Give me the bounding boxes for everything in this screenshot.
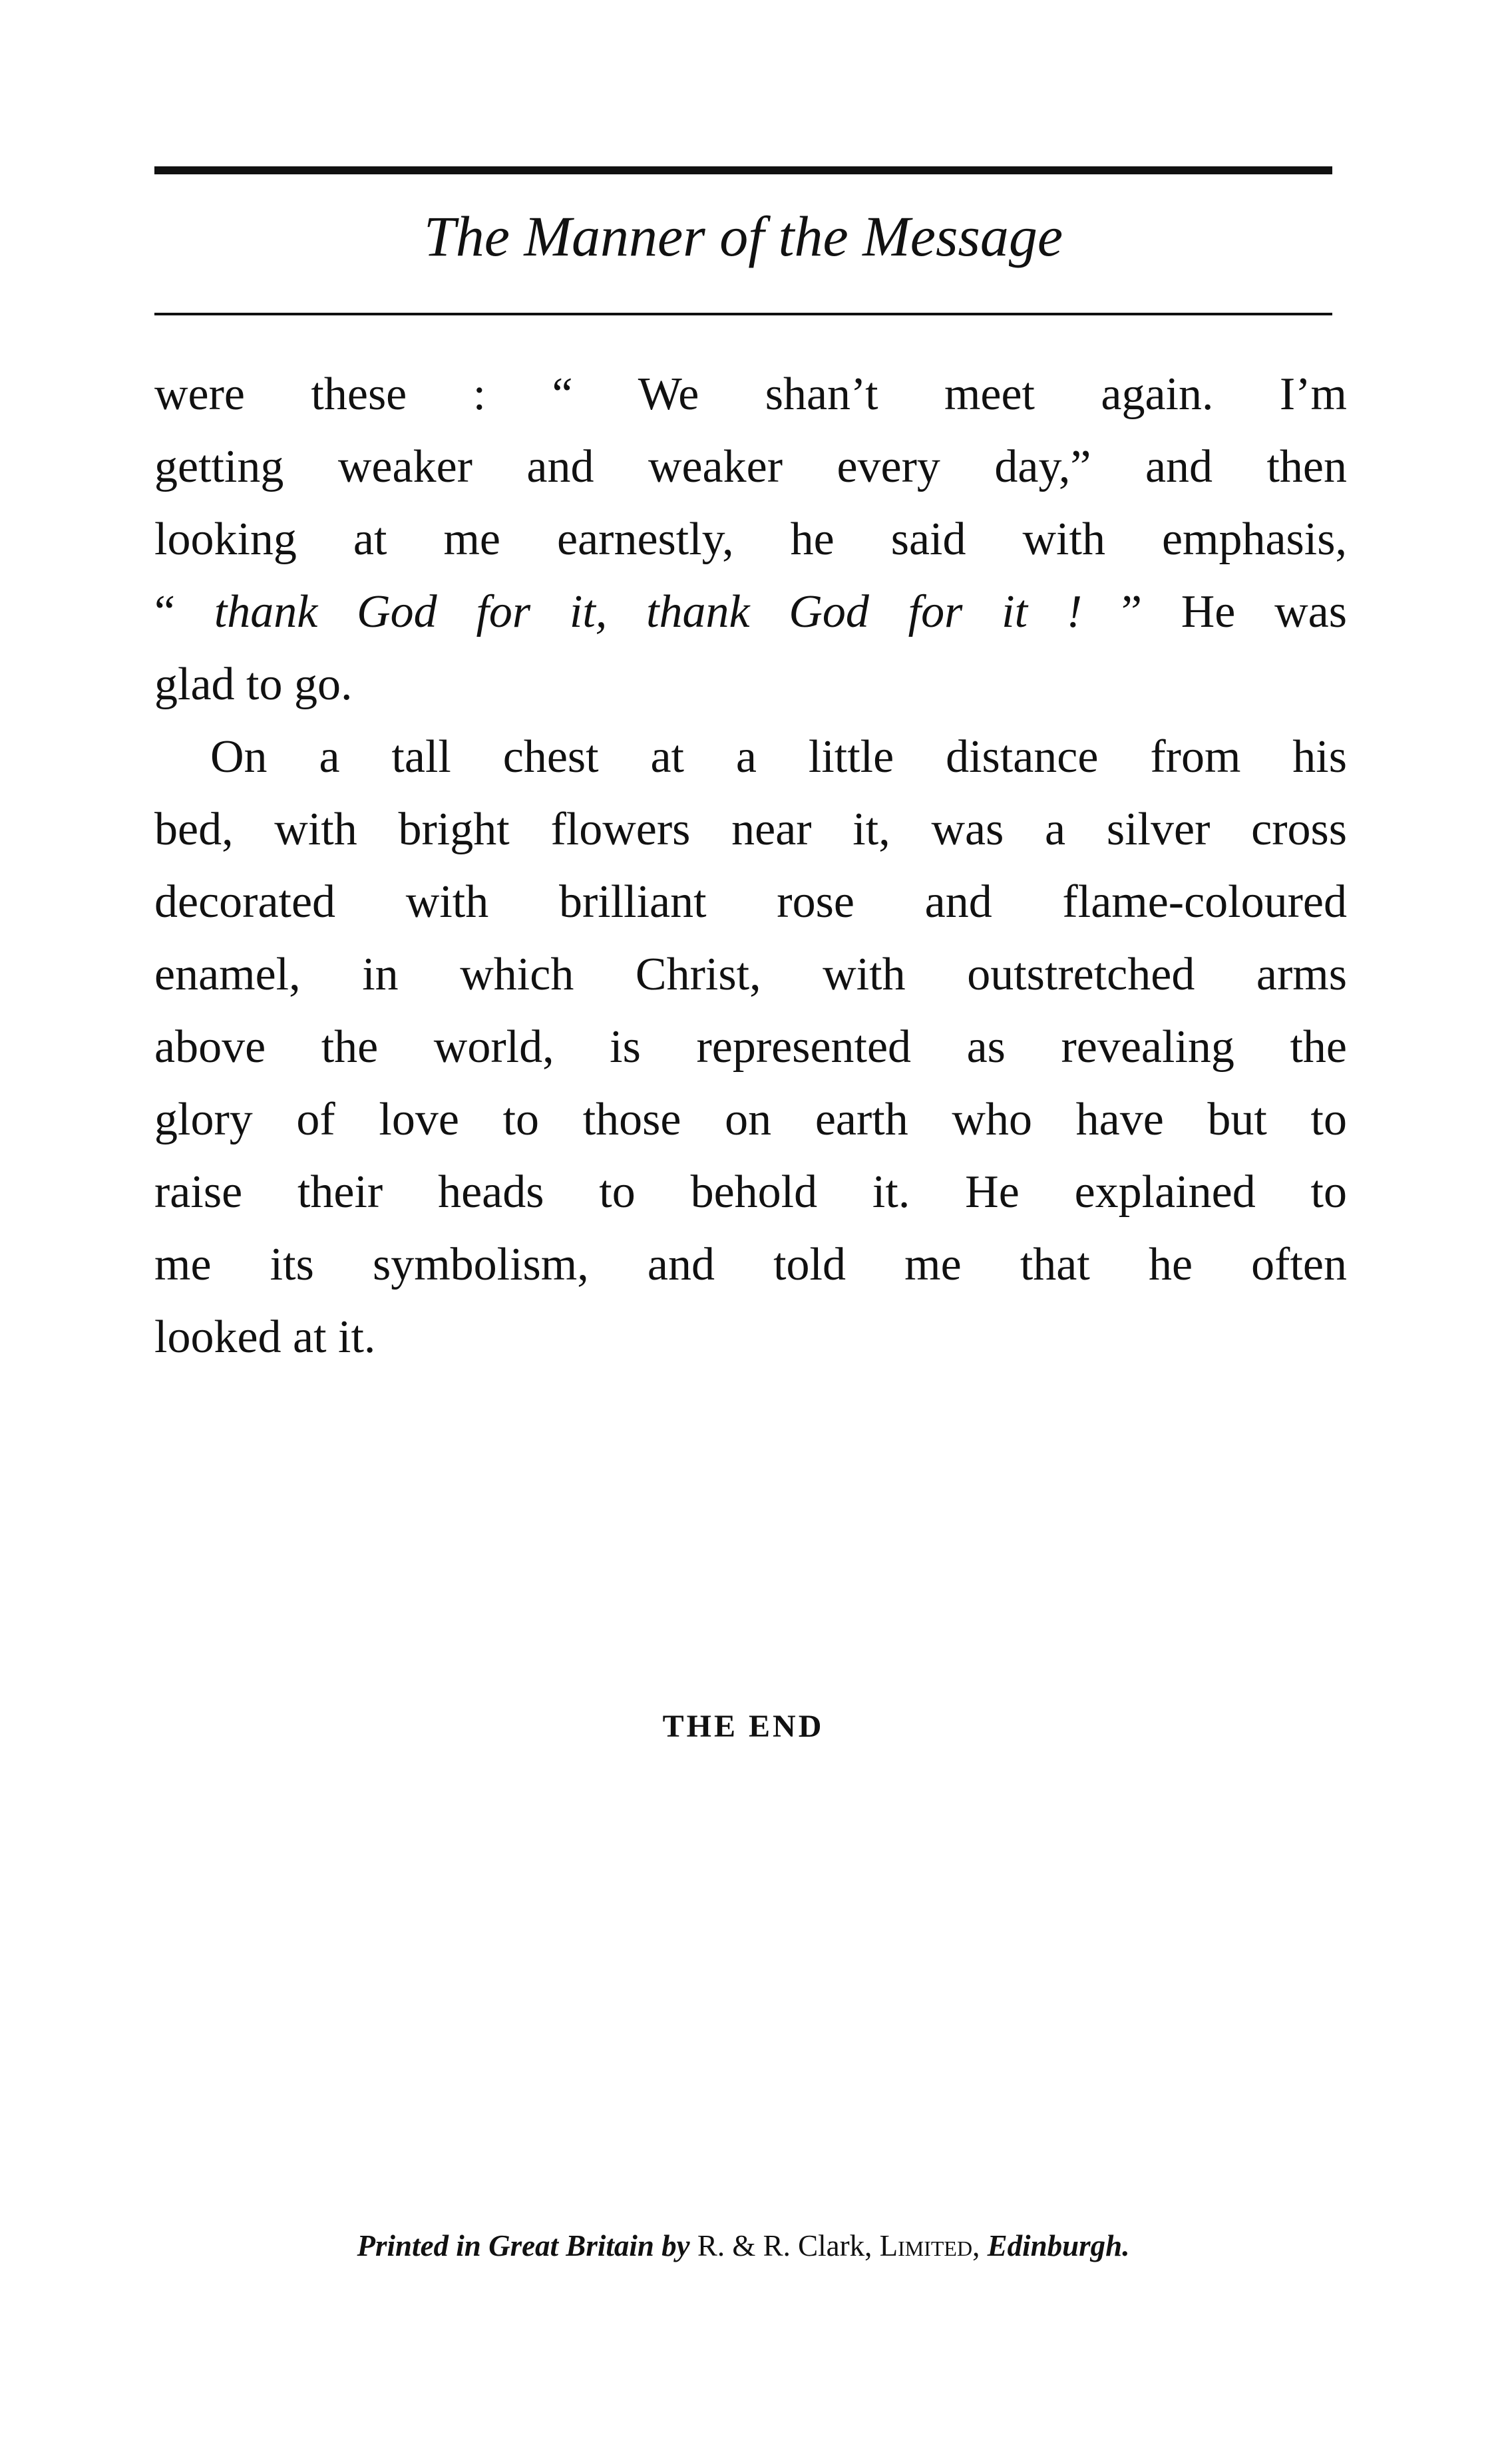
printer-imprint <box>154 2222 1332 2269</box>
text-line: looking at me earnestly, he said with emphasis, <box>154 514 1347 565</box>
close-quote-text: ” He was <box>1082 586 1347 637</box>
open-quote: “ <box>154 586 214 637</box>
imprint-printer: R. & R. Clark, <box>697 2229 872 2262</box>
text-line: getting weaker and weaker every day,” and then <box>154 441 1347 492</box>
imprint-limited: Limited, <box>879 2229 980 2262</box>
text-line: On a tall chest at a little distance from his <box>210 731 1347 783</box>
body-text <box>154 358 1347 1373</box>
text-line: above the world, is represented as revealing the <box>154 1021 1347 1073</box>
text-line: me its symbolism, and told me that he often <box>154 1239 1347 1290</box>
text-line: were these : “ We shan’t meet again. I’m <box>154 369 1347 420</box>
text-line: glory of love to those on earth who have but to <box>154 1094 1347 1145</box>
imprint-city: Edinburgh. <box>987 2229 1130 2262</box>
running-head: The Manner of the Message <box>423 204 1063 268</box>
text-line <box>154 576 1347 648</box>
the-end-heading: THE END <box>662 1709 825 1744</box>
text-line: bed, with bright flowers near it, was a silver cross <box>154 804 1347 855</box>
text-line: raise their heads to behold it. He explained to <box>154 1166 1347 1218</box>
italic-quotation: thank God for it, thank God for it ! <box>214 586 1083 637</box>
text-line: looked at it. <box>154 1312 376 1363</box>
text-line: enamel, in which Christ, with outstretched arms <box>154 949 1347 1000</box>
text-line: decorated with brilliant rose and flame-coloured <box>154 876 1347 928</box>
text-line: glad to go. <box>154 659 353 710</box>
imprint-printed-in: Printed in Great Britain by <box>357 2229 690 2262</box>
header-thin-rule <box>154 313 1332 315</box>
header-thick-rule <box>154 166 1332 174</box>
